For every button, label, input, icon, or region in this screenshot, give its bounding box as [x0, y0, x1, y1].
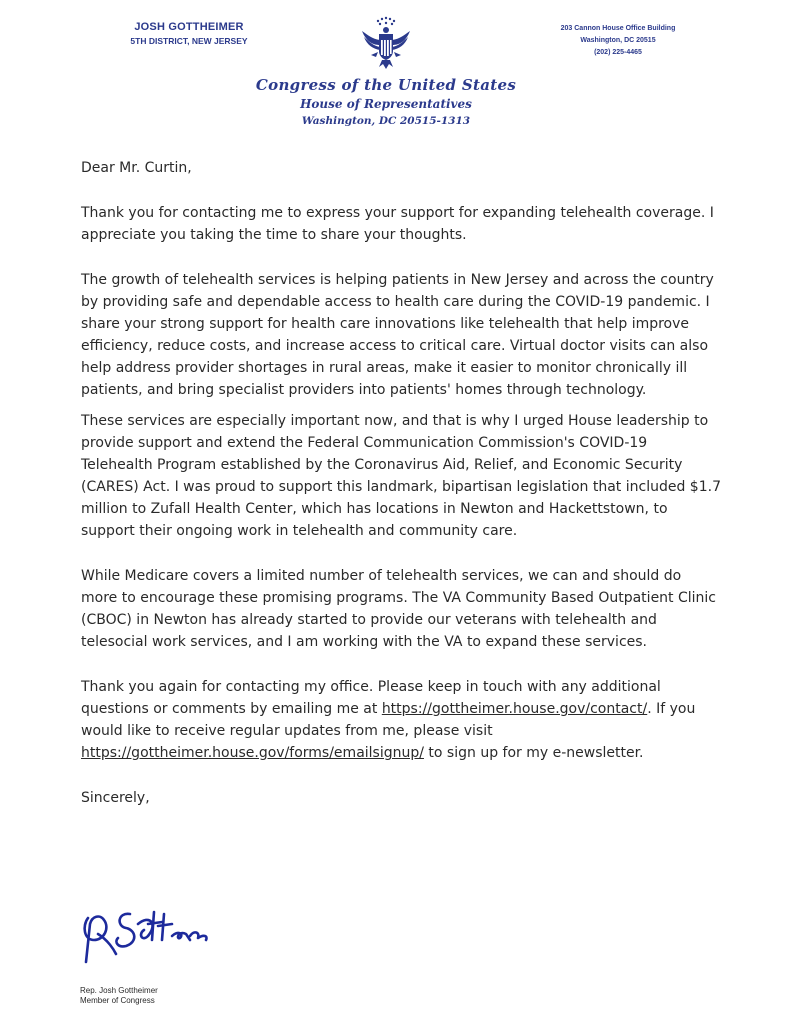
house-title: House of Representatives [300, 97, 472, 111]
paragraph-5-text-b: . If you would like to receive regular updates from me, please visit [81, 701, 696, 739]
office-city: Washington, DC 20515 [580, 37, 656, 44]
letterhead-left [114, 21, 264, 46]
signer-title: Member of Congress [80, 996, 155, 1005]
paragraph-5-text-c: to sign up for my e-newsletter. [423, 745, 644, 761]
congress-title: Congress of the United States [255, 76, 517, 94]
email-signup-link[interactable]: https://gottheimer.house.gov/forms/emailsignup/ [81, 745, 424, 761]
paragraph-3: These services are especially important now, and that is why I urged House leadership to provide support and extend the Federal Communication Commission's COVID-19 Telehealth Program established by the Coronavirus Aid, Relief, and Economic Security (CARES) Act. I was proud to support this landmark, bipartisan legislation that included $1.7 million to Zufall Health Center, which has locations in Newton and Hackettstown, to support their ongoing work in telehealth and community care. [81, 413, 721, 539]
office-address: 203 Cannon House Office Building [560, 25, 676, 32]
district-label: 5TH DISTRICT, NEW JERSEY [130, 36, 248, 46]
representative-name: JOSH GOTTHEIMER [134, 21, 244, 33]
paragraph-5 [81, 676, 721, 764]
contact-link[interactable]: https://gottheimer.house.gov/contact/ [381, 701, 648, 717]
handwritten-signature [78, 900, 218, 972]
paragraph-2: The growth of telehealth services is helping patients in New Jersey and across the country by providing safe and dependable access to health care during the COVID-19 pandemic. I share your strong support for health care innovations like telehealth that help improve efficiency, reduce costs, and increase access to critical care. Virtual doctor visits can also help address provider shortages in rural areas, make it easier to monitor chronically ill patients, and bring specialist providers into patients' homes through technology. [81, 272, 714, 398]
letter-body [81, 157, 721, 809]
signer-name: Rep. Josh Gottheimer [80, 986, 158, 995]
paragraph-5-text-a: Thank you again for contacting my office. Please keep in touch with any additional questions or comments by emailing me at [81, 679, 661, 717]
letterhead-title [200, 76, 572, 127]
letterhead-right [548, 23, 688, 59]
seal-stars [377, 17, 395, 25]
eagle-seal-icon [358, 15, 414, 71]
salutation: Dear Mr. Curtin, [81, 160, 192, 176]
paragraph-1: Thank you for contacting me to express your support for expanding telehealth coverage. I appreciate you taking the time to share your thoughts. [81, 205, 714, 243]
city-zip: Washington, DC 20515-1313 [301, 115, 471, 127]
signer-block [80, 986, 158, 1006]
closing: Sincerely, [81, 790, 150, 806]
office-phone: (202) 225-4465 [594, 49, 642, 56]
paragraph-4: While Medicare covers a limited number of telehealth services, we can and should do more to encourage these promising programs. The VA Community Based Outpatient Clinic (CBOC) in Newton has already started to provide our veterans with telehealth and telesocial work services, and I am working with the VA to expand these services. [81, 568, 717, 650]
